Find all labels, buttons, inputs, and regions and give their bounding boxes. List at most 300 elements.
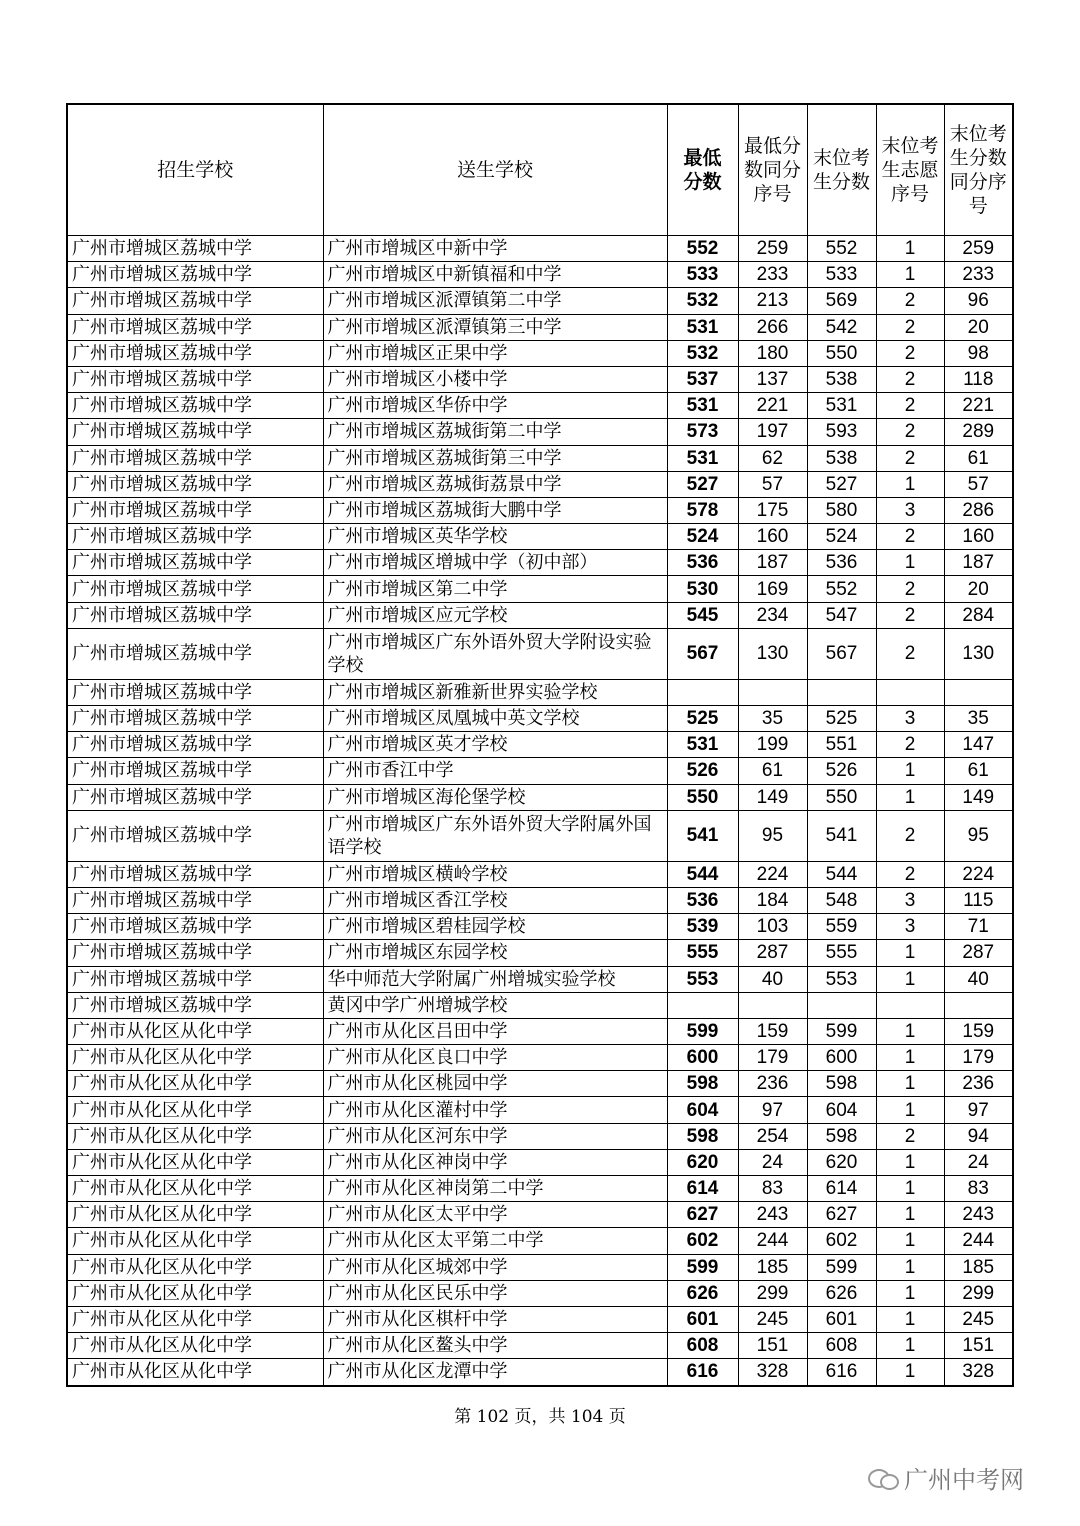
table-row <box>67 758 1013 784</box>
cell-last-rank: 20 <box>944 576 1013 602</box>
cell-sender: 广州市增城区中新中学 <box>323 236 667 262</box>
cell-sender: 广州市增城区英华学校 <box>323 524 667 550</box>
cell-min-rank: 62 <box>738 445 807 471</box>
cell-school: 广州市增城区荔城中学 <box>67 445 323 471</box>
cell-min-rank: 97 <box>738 1097 807 1123</box>
cell-last-rank: 179 <box>944 1045 1013 1071</box>
table-row <box>67 679 1013 705</box>
cell-last-rank: 98 <box>944 340 1013 366</box>
cell-last-score: 567 <box>807 628 876 679</box>
cell-last-score: 550 <box>807 784 876 810</box>
cell-last-choice: 1 <box>876 1306 944 1332</box>
cell-min-rank: 61 <box>738 758 807 784</box>
table-row <box>67 628 1013 679</box>
cell-school: 广州市从化区从化中学 <box>67 1123 323 1149</box>
cell-last-rank <box>944 679 1013 705</box>
cell-sender: 广州市增城区荔城街第三中学 <box>323 445 667 471</box>
cell-min-rank: 236 <box>738 1071 807 1097</box>
cell-min-score: 531 <box>667 732 738 758</box>
cell-sender: 广州市增城区横岭学校 <box>323 861 667 887</box>
header-sender: 送生学校 <box>323 104 667 236</box>
cell-sender: 广州市从化区吕田中学 <box>323 1018 667 1044</box>
cell-last-choice: 1 <box>876 1280 944 1306</box>
cell-last-score: 551 <box>807 732 876 758</box>
cell-school: 广州市增城区荔城中学 <box>67 784 323 810</box>
cell-last-choice: 2 <box>876 810 944 861</box>
cell-school: 广州市增城区荔城中学 <box>67 887 323 913</box>
cell-school: 广州市从化区从化中学 <box>67 1097 323 1123</box>
table-row <box>67 784 1013 810</box>
cell-min-score <box>667 679 738 705</box>
cell-sender: 广州市增城区新雅新世界实验学校 <box>323 679 667 705</box>
table-row <box>67 1045 1013 1071</box>
cell-school: 广州市增城区荔城中学 <box>67 236 323 262</box>
cell-school: 广州市从化区从化中学 <box>67 1359 323 1386</box>
cell-last-rank: 147 <box>944 732 1013 758</box>
cell-min-score: 545 <box>667 602 738 628</box>
cell-last-rank: 221 <box>944 393 1013 419</box>
table-row <box>67 236 1013 262</box>
cell-school: 广州市增城区荔城中学 <box>67 940 323 966</box>
cell-sender: 广州市增城区碧桂园学校 <box>323 914 667 940</box>
cell-last-score: 527 <box>807 471 876 497</box>
cell-min-rank: 179 <box>738 1045 807 1071</box>
cell-min-rank: 224 <box>738 861 807 887</box>
cell-last-rank: 244 <box>944 1228 1013 1254</box>
cell-last-score: 552 <box>807 576 876 602</box>
cell-last-score <box>807 679 876 705</box>
cell-min-score: 527 <box>667 471 738 497</box>
table-row <box>67 288 1013 314</box>
cell-sender: 广州市增城区第二中学 <box>323 576 667 602</box>
cell-sender: 广州市增城区广东外语外贸大学附设实验学校 <box>323 628 667 679</box>
cell-sender: 广州市增城区中新镇福和中学 <box>323 262 667 288</box>
header-last-score: 末位考生分数 <box>807 104 876 236</box>
cell-last-rank: 149 <box>944 784 1013 810</box>
cell-sender: 广州市从化区神岗中学 <box>323 1149 667 1175</box>
cell-last-rank: 245 <box>944 1306 1013 1332</box>
admission-table <box>66 103 1014 1387</box>
watermark-text: 广州中考网 <box>904 1466 1024 1494</box>
cell-last-choice: 1 <box>876 1149 944 1175</box>
cell-last-score: 531 <box>807 393 876 419</box>
cell-sender: 广州市从化区河东中学 <box>323 1123 667 1149</box>
cell-last-score: 548 <box>807 887 876 913</box>
cell-min-rank: 184 <box>738 887 807 913</box>
cell-last-choice: 1 <box>876 1359 944 1386</box>
cell-sender: 广州市增城区荔城街第二中学 <box>323 419 667 445</box>
table-row <box>67 706 1013 732</box>
cell-sender: 广州市增城区应元学校 <box>323 602 667 628</box>
cell-school: 广州市从化区从化中学 <box>67 1071 323 1097</box>
cell-min-rank: 83 <box>738 1176 807 1202</box>
cell-sender: 黄冈中学广州增城学校 <box>323 992 667 1018</box>
cell-last-rank: 286 <box>944 497 1013 523</box>
cell-sender: 广州市从化区良口中学 <box>323 1045 667 1071</box>
header-last-rank: 末位考生分数同分序号 <box>944 104 1013 236</box>
cell-last-rank: 284 <box>944 602 1013 628</box>
cell-last-score: 599 <box>807 1254 876 1280</box>
cell-min-rank: 35 <box>738 706 807 732</box>
cell-last-choice: 2 <box>876 288 944 314</box>
cell-school: 广州市增城区荔城中学 <box>67 366 323 392</box>
table-row <box>67 732 1013 758</box>
cell-last-choice: 2 <box>876 419 944 445</box>
table-row <box>67 1306 1013 1332</box>
cell-min-score: 539 <box>667 914 738 940</box>
cell-school: 广州市从化区从化中学 <box>67 1306 323 1332</box>
cell-last-score: 598 <box>807 1123 876 1149</box>
cell-last-rank: 96 <box>944 288 1013 314</box>
cell-min-score: 626 <box>667 1280 738 1306</box>
cell-sender: 华中师范大学附属广州增城实验学校 <box>323 966 667 992</box>
cell-school: 广州市增城区荔城中学 <box>67 393 323 419</box>
cell-min-score: 532 <box>667 288 738 314</box>
cell-school: 广州市从化区从化中学 <box>67 1149 323 1175</box>
cell-sender: 广州市增城区增城中学（初中部） <box>323 550 667 576</box>
cell-min-rank: 95 <box>738 810 807 861</box>
cell-school: 广州市增城区荔城中学 <box>67 732 323 758</box>
cell-sender: 广州市从化区神岗第二中学 <box>323 1176 667 1202</box>
cell-min-score <box>667 992 738 1018</box>
cell-min-rank: 103 <box>738 914 807 940</box>
cell-min-score: 525 <box>667 706 738 732</box>
cell-last-choice: 1 <box>876 236 944 262</box>
cell-last-score: 553 <box>807 966 876 992</box>
cell-sender: 广州市从化区灌村中学 <box>323 1097 667 1123</box>
cell-last-score: 601 <box>807 1306 876 1332</box>
cell-min-rank: 130 <box>738 628 807 679</box>
cell-last-score: 614 <box>807 1176 876 1202</box>
cell-sender: 广州市增城区香江学校 <box>323 887 667 913</box>
cell-last-choice: 2 <box>876 340 944 366</box>
cell-school: 广州市增城区荔城中学 <box>67 966 323 992</box>
cell-last-score: 550 <box>807 340 876 366</box>
cell-last-choice: 3 <box>876 497 944 523</box>
table-row <box>67 524 1013 550</box>
cell-min-rank: 199 <box>738 732 807 758</box>
cell-school: 广州市增城区荔城中学 <box>67 524 323 550</box>
table-body <box>67 236 1013 1386</box>
cell-last-rank: 20 <box>944 314 1013 340</box>
cell-last-score: 598 <box>807 1071 876 1097</box>
cell-last-choice: 2 <box>876 445 944 471</box>
cell-last-score: 547 <box>807 602 876 628</box>
cell-sender: 广州市从化区龙潭中学 <box>323 1359 667 1386</box>
cell-school: 广州市增城区荔城中学 <box>67 992 323 1018</box>
cell-last-score: 559 <box>807 914 876 940</box>
cell-last-rank: 159 <box>944 1018 1013 1044</box>
cell-sender: 广州市增城区华侨中学 <box>323 393 667 419</box>
cell-school: 广州市增城区荔城中学 <box>67 497 323 523</box>
cell-min-score: 555 <box>667 940 738 966</box>
cell-min-rank: 245 <box>738 1306 807 1332</box>
cell-min-rank: 180 <box>738 340 807 366</box>
cell-last-choice: 2 <box>876 861 944 887</box>
table-row <box>67 1333 1013 1359</box>
cell-last-score: 602 <box>807 1228 876 1254</box>
table-row <box>67 1149 1013 1175</box>
cell-last-rank: 224 <box>944 861 1013 887</box>
cell-last-score: 627 <box>807 1202 876 1228</box>
cell-last-rank: 289 <box>944 419 1013 445</box>
table-row <box>67 1280 1013 1306</box>
cell-last-rank: 236 <box>944 1071 1013 1097</box>
table-row <box>67 340 1013 366</box>
cell-last-score: 533 <box>807 262 876 288</box>
cell-sender: 广州市增城区荔城街大鹏中学 <box>323 497 667 523</box>
cell-sender: 广州市从化区城郊中学 <box>323 1254 667 1280</box>
cell-last-score: 620 <box>807 1149 876 1175</box>
cell-min-rank <box>738 992 807 1018</box>
cell-last-rank: 130 <box>944 628 1013 679</box>
cell-min-score: 627 <box>667 1202 738 1228</box>
cell-last-score: 538 <box>807 366 876 392</box>
table-row <box>67 602 1013 628</box>
cell-min-rank: 151 <box>738 1333 807 1359</box>
cell-school: 广州市增城区荔城中学 <box>67 550 323 576</box>
cell-school: 广州市增城区荔城中学 <box>67 628 323 679</box>
cell-last-choice: 2 <box>876 393 944 419</box>
cell-last-rank: 71 <box>944 914 1013 940</box>
cell-last-rank: 259 <box>944 236 1013 262</box>
cell-min-score: 599 <box>667 1254 738 1280</box>
header-last-choice: 末位考生志愿序号 <box>876 104 944 236</box>
table-row <box>67 1123 1013 1149</box>
cell-last-rank: 94 <box>944 1123 1013 1149</box>
cell-school: 广州市增城区荔城中学 <box>67 288 323 314</box>
cell-min-rank: 243 <box>738 1202 807 1228</box>
cell-min-rank: 259 <box>738 236 807 262</box>
table-row <box>67 1097 1013 1123</box>
cell-min-rank <box>738 679 807 705</box>
cell-min-score: 598 <box>667 1123 738 1149</box>
cell-last-choice: 1 <box>876 966 944 992</box>
cell-school: 广州市增城区荔城中学 <box>67 810 323 861</box>
cell-min-rank: 40 <box>738 966 807 992</box>
table-row <box>67 262 1013 288</box>
cell-last-choice: 1 <box>876 262 944 288</box>
header-min-score: 最低分数 <box>667 104 738 236</box>
cell-last-score: 538 <box>807 445 876 471</box>
cell-sender: 广州市增城区英才学校 <box>323 732 667 758</box>
cell-last-rank: 187 <box>944 550 1013 576</box>
cell-min-rank: 24 <box>738 1149 807 1175</box>
table-row <box>67 810 1013 861</box>
cell-sender: 广州市从化区太平第二中学 <box>323 1228 667 1254</box>
cell-school: 广州市从化区从化中学 <box>67 1176 323 1202</box>
cell-sender: 广州市从化区棋杆中学 <box>323 1306 667 1332</box>
watermark <box>868 1460 1024 1495</box>
cell-school: 广州市从化区从化中学 <box>67 1280 323 1306</box>
cell-last-choice: 2 <box>876 576 944 602</box>
cell-last-rank: 57 <box>944 471 1013 497</box>
cell-school: 广州市从化区从化中学 <box>67 1254 323 1280</box>
cell-min-score: 573 <box>667 419 738 445</box>
cell-min-rank: 213 <box>738 288 807 314</box>
table-row <box>67 992 1013 1018</box>
cell-school: 广州市增城区荔城中学 <box>67 471 323 497</box>
cell-sender: 广州市增城区小楼中学 <box>323 366 667 392</box>
cell-min-rank: 197 <box>738 419 807 445</box>
cell-sender: 广州市从化区民乐中学 <box>323 1280 667 1306</box>
cell-last-score <box>807 992 876 1018</box>
cell-last-score: 555 <box>807 940 876 966</box>
cell-min-score: 598 <box>667 1071 738 1097</box>
cell-min-score: 536 <box>667 550 738 576</box>
cell-school: 广州市从化区从化中学 <box>67 1018 323 1044</box>
cell-last-rank: 83 <box>944 1176 1013 1202</box>
cell-min-score: 552 <box>667 236 738 262</box>
cell-last-choice: 1 <box>876 940 944 966</box>
table-row <box>67 887 1013 913</box>
cell-last-score: 593 <box>807 419 876 445</box>
cell-last-score: 604 <box>807 1097 876 1123</box>
cell-last-score: 544 <box>807 861 876 887</box>
cell-last-score: 524 <box>807 524 876 550</box>
page-footer: 第 102 页，共 104 页 <box>454 1407 626 1427</box>
table-row <box>67 576 1013 602</box>
cell-last-rank: 95 <box>944 810 1013 861</box>
cell-min-score: 536 <box>667 887 738 913</box>
cell-min-rank: 299 <box>738 1280 807 1306</box>
cell-sender: 广州市增城区海伦堡学校 <box>323 784 667 810</box>
cell-min-score: 537 <box>667 366 738 392</box>
cell-sender: 广州市增城区荔城街荔景中学 <box>323 471 667 497</box>
cell-min-score: 608 <box>667 1333 738 1359</box>
cell-sender: 广州市从化区桃园中学 <box>323 1071 667 1097</box>
cell-min-score: 567 <box>667 628 738 679</box>
cell-min-rank: 328 <box>738 1359 807 1386</box>
cell-min-rank: 233 <box>738 262 807 288</box>
cell-min-rank: 137 <box>738 366 807 392</box>
cell-last-choice: 2 <box>876 314 944 340</box>
cell-last-rank: 151 <box>944 1333 1013 1359</box>
table-row <box>67 314 1013 340</box>
cell-school: 广州市从化区从化中学 <box>67 1333 323 1359</box>
cell-last-choice: 2 <box>876 366 944 392</box>
cell-last-score: 526 <box>807 758 876 784</box>
cell-last-choice <box>876 992 944 1018</box>
cell-min-score: 599 <box>667 1018 738 1044</box>
table-row <box>67 393 1013 419</box>
cell-school: 广州市增城区荔城中学 <box>67 679 323 705</box>
cell-last-choice <box>876 679 944 705</box>
cell-last-choice: 1 <box>876 471 944 497</box>
cell-school: 广州市增城区荔城中学 <box>67 706 323 732</box>
cell-last-score: 525 <box>807 706 876 732</box>
cell-min-score: 526 <box>667 758 738 784</box>
table-row <box>67 1359 1013 1386</box>
cell-sender: 广州市增城区凤凰城中英文学校 <box>323 706 667 732</box>
cell-min-rank: 57 <box>738 471 807 497</box>
table-row <box>67 1071 1013 1097</box>
cell-last-score: 569 <box>807 288 876 314</box>
cell-min-score: 531 <box>667 445 738 471</box>
cell-last-score: 599 <box>807 1018 876 1044</box>
cell-min-rank: 234 <box>738 602 807 628</box>
wechat-icon <box>868 1467 898 1489</box>
cell-last-choice: 1 <box>876 1045 944 1071</box>
cell-min-rank: 287 <box>738 940 807 966</box>
cell-last-rank: 118 <box>944 366 1013 392</box>
cell-last-score: 626 <box>807 1280 876 1306</box>
cell-last-score: 536 <box>807 550 876 576</box>
cell-min-score: 620 <box>667 1149 738 1175</box>
cell-school: 广州市增城区荔城中学 <box>67 340 323 366</box>
cell-last-choice: 1 <box>876 1018 944 1044</box>
cell-min-score: 531 <box>667 393 738 419</box>
cell-last-score: 608 <box>807 1333 876 1359</box>
header-school: 招生学校 <box>67 104 323 236</box>
cell-min-score: 600 <box>667 1045 738 1071</box>
cell-school: 广州市从化区从化中学 <box>67 1228 323 1254</box>
cell-last-choice: 3 <box>876 887 944 913</box>
cell-school: 广州市增城区荔城中学 <box>67 419 323 445</box>
cell-school: 广州市增城区荔城中学 <box>67 314 323 340</box>
cell-last-rank: 115 <box>944 887 1013 913</box>
table-row <box>67 1254 1013 1280</box>
table-row <box>67 966 1013 992</box>
cell-min-rank: 160 <box>738 524 807 550</box>
cell-last-rank <box>944 992 1013 1018</box>
cell-last-score: 541 <box>807 810 876 861</box>
cell-min-score: 530 <box>667 576 738 602</box>
cell-last-rank: 243 <box>944 1202 1013 1228</box>
table-row <box>67 1176 1013 1202</box>
cell-sender: 广州市增城区派潭镇第三中学 <box>323 314 667 340</box>
cell-last-rank: 233 <box>944 262 1013 288</box>
cell-last-choice: 1 <box>876 1097 944 1123</box>
cell-last-rank: 299 <box>944 1280 1013 1306</box>
table-row <box>67 1018 1013 1044</box>
table-row <box>67 471 1013 497</box>
cell-min-score: 544 <box>667 861 738 887</box>
cell-last-rank: 160 <box>944 524 1013 550</box>
table-row <box>67 419 1013 445</box>
cell-last-score: 600 <box>807 1045 876 1071</box>
cell-last-rank: 97 <box>944 1097 1013 1123</box>
cell-min-rank: 266 <box>738 314 807 340</box>
cell-last-choice: 1 <box>876 1228 944 1254</box>
cell-last-rank: 287 <box>944 940 1013 966</box>
cell-min-rank: 187 <box>738 550 807 576</box>
cell-last-score: 542 <box>807 314 876 340</box>
cell-min-rank: 244 <box>738 1228 807 1254</box>
cell-last-rank: 40 <box>944 966 1013 992</box>
cell-min-score: 604 <box>667 1097 738 1123</box>
cell-min-score: 553 <box>667 966 738 992</box>
cell-sender: 广州市从化区鳌头中学 <box>323 1333 667 1359</box>
cell-school: 广州市增城区荔城中学 <box>67 602 323 628</box>
cell-last-choice: 2 <box>876 524 944 550</box>
table-row <box>67 914 1013 940</box>
cell-min-score: 531 <box>667 314 738 340</box>
cell-last-choice: 1 <box>876 1176 944 1202</box>
table-row <box>67 1228 1013 1254</box>
cell-last-rank: 328 <box>944 1359 1013 1386</box>
cell-school: 广州市增城区荔城中学 <box>67 861 323 887</box>
table-row <box>67 366 1013 392</box>
cell-sender: 广州市从化区太平中学 <box>323 1202 667 1228</box>
cell-last-choice: 1 <box>876 1071 944 1097</box>
cell-last-choice: 1 <box>876 1333 944 1359</box>
cell-min-score: 550 <box>667 784 738 810</box>
table-row <box>67 445 1013 471</box>
cell-last-rank: 185 <box>944 1254 1013 1280</box>
cell-last-choice: 3 <box>876 914 944 940</box>
cell-min-rank: 169 <box>738 576 807 602</box>
